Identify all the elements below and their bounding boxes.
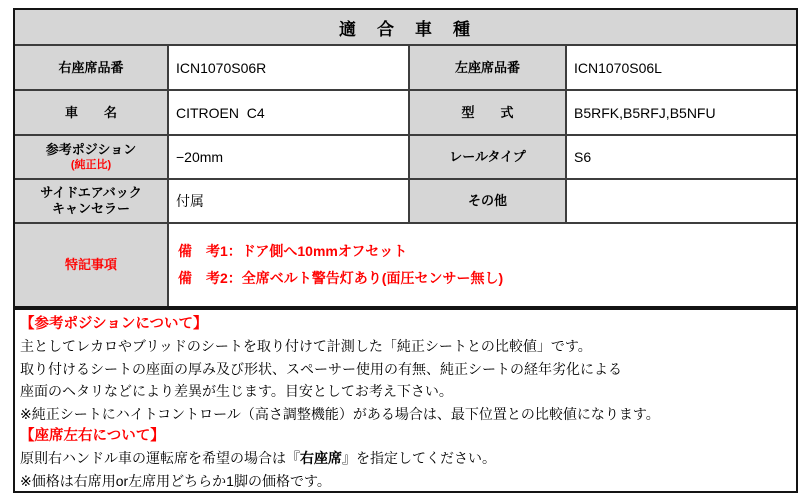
side-airbag-canceller-label-line1: サイドエアバック (40, 185, 142, 200)
footer-line-2: 取り付けるシートの座面の厚み及び形状、スペーサー使用の有無、純正シートの経年劣化による (20, 360, 622, 377)
car-name-value: CITROEN C4 (169, 91, 408, 134)
model-code-label: 型 式 (410, 91, 565, 134)
footer-line-1: 主としてレカロやブリッドのシートを取り付けて計測した「純正シートとの比較値」です。 (20, 338, 592, 355)
reference-position-label-sub: (純正比) (70, 159, 112, 171)
table-title: 適 合 車 種 (15, 10, 796, 44)
side-airbag-canceller-label-line2: キャンセラー (51, 201, 130, 216)
footer-line-6: ※価格は右席用or左席用どちらか1脚の価格です。 (20, 472, 331, 489)
rail-type-label: レールタイプ (410, 136, 565, 178)
footer-line-5 (20, 447, 792, 469)
special-note-2: 備 考2：全席ベルト警告灯あり(面圧センサー無し) (178, 270, 504, 286)
footer-line-3: 座面のヘタリなどにより差異が生じます。目安としてお考え下さい。 (20, 383, 453, 400)
side-airbag-canceller-value: 付属 (169, 180, 408, 222)
reference-position-value: −20mm (169, 136, 408, 178)
footer-heading-reference-position: 【参考ポジションについて】 (20, 316, 208, 332)
special-notes-value (169, 224, 796, 306)
right-seat-part-number-label: 右座席品番 (15, 46, 167, 89)
footer-line-5-emphasis: 右座席 (300, 450, 342, 467)
rail-type-value: S6 (567, 136, 796, 178)
other-label: その他 (410, 180, 565, 222)
reference-position-label-main: 参考ポジション (45, 142, 137, 157)
left-seat-part-number-value: ICN1070S06L (567, 46, 796, 89)
other-value (567, 180, 796, 222)
footer-notes-box (13, 308, 798, 493)
right-seat-part-number-value: ICN1070S06R (169, 46, 408, 89)
left-seat-part-number-label: 左座席品番 (410, 46, 565, 89)
fitment-table (13, 8, 798, 308)
car-name-label: 車 名 (15, 91, 167, 134)
reference-position-label (15, 136, 167, 178)
special-note-1: 備 考1：ドア側へ10mmオフセット (178, 243, 408, 259)
footer-line-5-post: 』を指定してください。 (342, 450, 496, 467)
special-notes-label: 特記事項 (15, 224, 167, 306)
footer-heading-seat-side: 【座席左右について】 (20, 428, 165, 445)
footer-line-5-pre: 原則右ハンドル車の運転席を希望の場合は『 (20, 450, 300, 467)
side-airbag-canceller-label (15, 180, 167, 222)
footer-line-4: ※純正シートにハイトコントロール（高さ調整機能）がある場合は、最下位置との比較値になります。 (20, 405, 660, 422)
model-code-value: B5RFK,B5RFJ,B5NFU (567, 91, 796, 134)
